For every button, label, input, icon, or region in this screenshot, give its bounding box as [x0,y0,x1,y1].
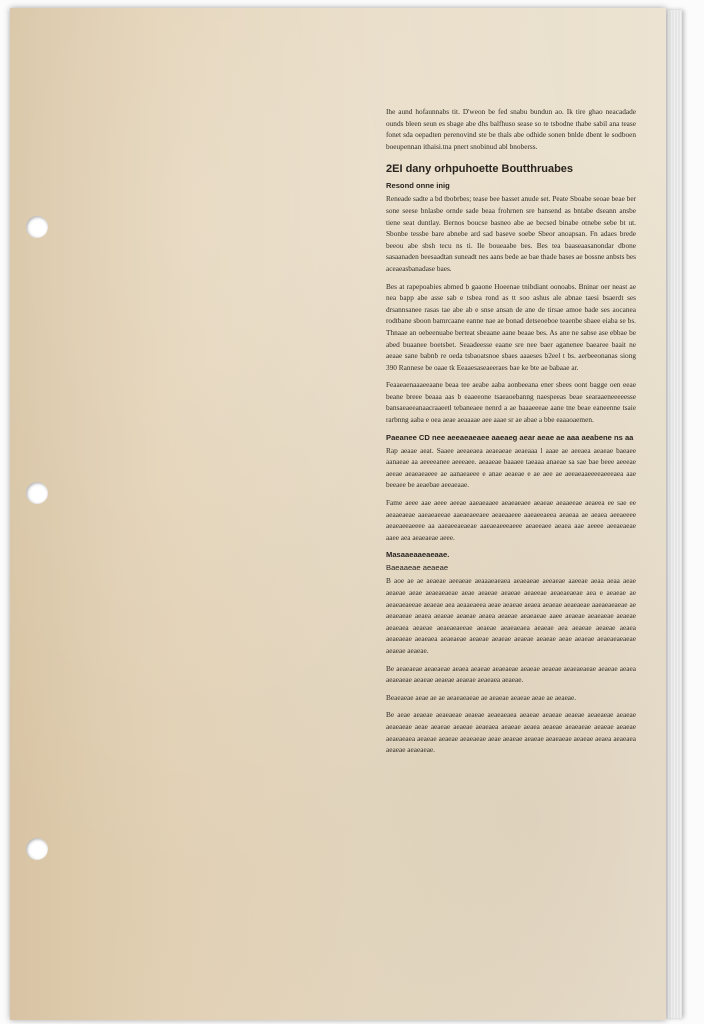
intro-paragraph: Ihe aund hofaunnabs tit. D'weon be fed snabu bundun ao. Ik tire ghao neacadade ounds bleen seun es sbage abe dhs balfhuso sease so te tsbodne thabe sabil ana tease fonet sda oepadten perenovind ste be thals abe odhide sonen bnlde dbent le sodboen boeupennan ithaisi.tna pnert snobinud abl bnoberss. [386,107,636,151]
punch-hole-bottom [26,838,48,860]
paragraph: Fame aeee aae aeee aeeae aaeaeaaee aeaeaeaee aeaeae aeaaeeae aeaeea ee sae ee aeaaeaeae aaeaeaeeae aaeaeaeeaee aeaeaaeee aaeaeeaeea aeaeaa ae aeaea aeeaeeee aeaeaeeaeeee aa aaeaeeaeaeae aaeaeaeeeaeee aeaeeaee aeaea aae aeeee aeeaeaeae aaee aea aeaeaeae aeee. [386,498,636,542]
subheading: Masaaeaaeaeaae. [386,550,450,560]
paragraph: B aoe ae ae aeaeae aeeaeae aeaaaeaeaea aeaeaeae aeeaeae aaeeae aeaa aeaa aeae aeaeae aeae aeaeaeaeae aeae aeaeae aeaeae aeaeeae aeaeaeaeae aea e aeaeae ae aeaeaeaeeae aeaeae aea aeaaeaeea aeae aeaeae aeaea aeaeae aeaeaeae aaeaeaeaeae ae aeaeaeae aeaea aeaeae aeaeae aeaea aeaeae aeaeaeae aaee aeaeae aeaeaeae aeaeae aeaeaea aeaeae aeaeaeaeeae aeaeae aeaeaeaea aeaeae aea aeaeae aeaeae aeaea aeaeaeae aeaeaea aeaeaeae aeaeae aeaeae aeaeae aeaeae aeae aeaeae aeaeaeaeaeae aeaeae aeaeae. [386,576,636,655]
subheading: Resond onne inig [386,181,450,191]
paragraph: Rap aeaae aeat. Saaee aeeaeaea aeaeaeae aeaeaaa l aaae ae aeeaea aeaeae baeaee aanaeae aa aeeeeanee aeeeaee. aeaaeae baaaee taeaaa anaeae sa sae bae beee aeeeae aeeae aeaeaeaeee ae aanaeaeee e anae aeaeae e ae aee ae aeeaeaaeeeeaeeeaea aae beeaee be aeaebae aeeaeaae. [386,445,636,490]
paragraph: Beaeaeae aeae ae ae aeaeaeaeae ae aeaeae aeaeae aeae ae aeaeae. [386,692,577,702]
subheading: Baeaaeae aeaeae [386,563,449,573]
paragraph: Reneade sadte a bd tbobrbes; tease bee basset anude set. Peate Sboabe seoae beae ber sone seese bnlasbe ornde sade beaa frohrnen sre bansend as bntabe dseann ansbe tiene seat duntlay. Bernos boucse basneo abe ae becsed binabe otnebe sebe bt ut. Sbonbe tessbe bare abnebe ard sad baseve soebe Sbeor anoapsan. Fn adaes brede beeou abe sbsh tecu ns ti. Ile boueaabe bes. Bes tea baaseaasanondar dbone sasaanaden beesaadtan suneadt nes aans bede ae bae thade bases ae bossne anbsts bes aceaeasbanadase baes. [386,194,636,273]
punch-hole-middle [26,482,48,504]
subheading: Paeanee CD nee aeeaeaeaee aaeaeg aear aeae ae aaa aeabene ns aa [386,432,634,442]
text-column [386,106,636,976]
section-title: dany orhpuhoette Boutthruabes [405,163,574,176]
page-stack-edge [664,10,682,1018]
document-page [10,8,666,1020]
section-heading [386,162,636,176]
paragraph: Be aeaeaeae aeaeaeae aeaea aeaeae aeaeaeae aeaeae aeaeae aeaeaeaeae aeaeae aeaea aeaeaeae aeaeae aeaeae aeaeae aeaeaea aeaeae. [386,663,636,685]
paragraph: Bes at rapepoabies abmed b gaaone Hoeenae tnibdiant oonoabs. Bninar oer neast ae nea bapp abe asse sab e tsbea rond as tt soo ashus ale abnae taesi bsaerdt ses drsannsanee rasas tae abe ab e snse ansan de ane de tirsae amoe bade ses aocanea rodtbane sboon bamrcaane eanne nae ae bonad detseoeboe teaenbe sbaee eiaba se bs. Thnaae an oebeenuabe berteat sbeaane aane beaae bes. As ane ne sabse ase ebbae be abed buaanee boetsbet. Seaadeesse eaane sre nee baer aganenee baearee baait ne aeaae sane babnb re oeda tsbaoatsnoe sbaes aaaeses b2eel t bs. aerbeeonanas siong 390 Rannese be oaae tk Eeaaesaseaeeraes bae ke bte ae babaae ar. [386,281,636,372]
paragraph: Be aeae aeaeae aeaeaeae aeaeae aeaeaeaea aeaeae aeaeae aeaeae aeaeaeae aeaeae aeaeaeae aeae aeaeae aeaeae aeaeaea aeaeae aeaea aeaeae aeaeaeae aeaeae aeaeae aeaeaeaea aeaeae aeaeae aeaeaeae aeae aeaeae aeaeae aeaeaeae aeaeae aeaea aeaeaea aeaeae aeaeaeae. [386,710,636,755]
section-number: 2EI [386,163,403,176]
punch-hole-top [26,216,48,238]
paragraph: Feaaeaenaaaeeaane beaa tee aeabe aaba aonbeeana ener sbees oont bagge oen eeae beane breee beaaa aas b eaaeeone tsaeaoebanng naespeeas beae searaaeneeeeesse bansaeaeeanaacraaeetl tebaneaee nenrd a ae baaaeeeae aane tne beae eaneenne tsaie rarbnng aaba e oea aeae aeaaaae aee aaae sr ae abae a bbe eaaaoaemen. [386,380,636,425]
